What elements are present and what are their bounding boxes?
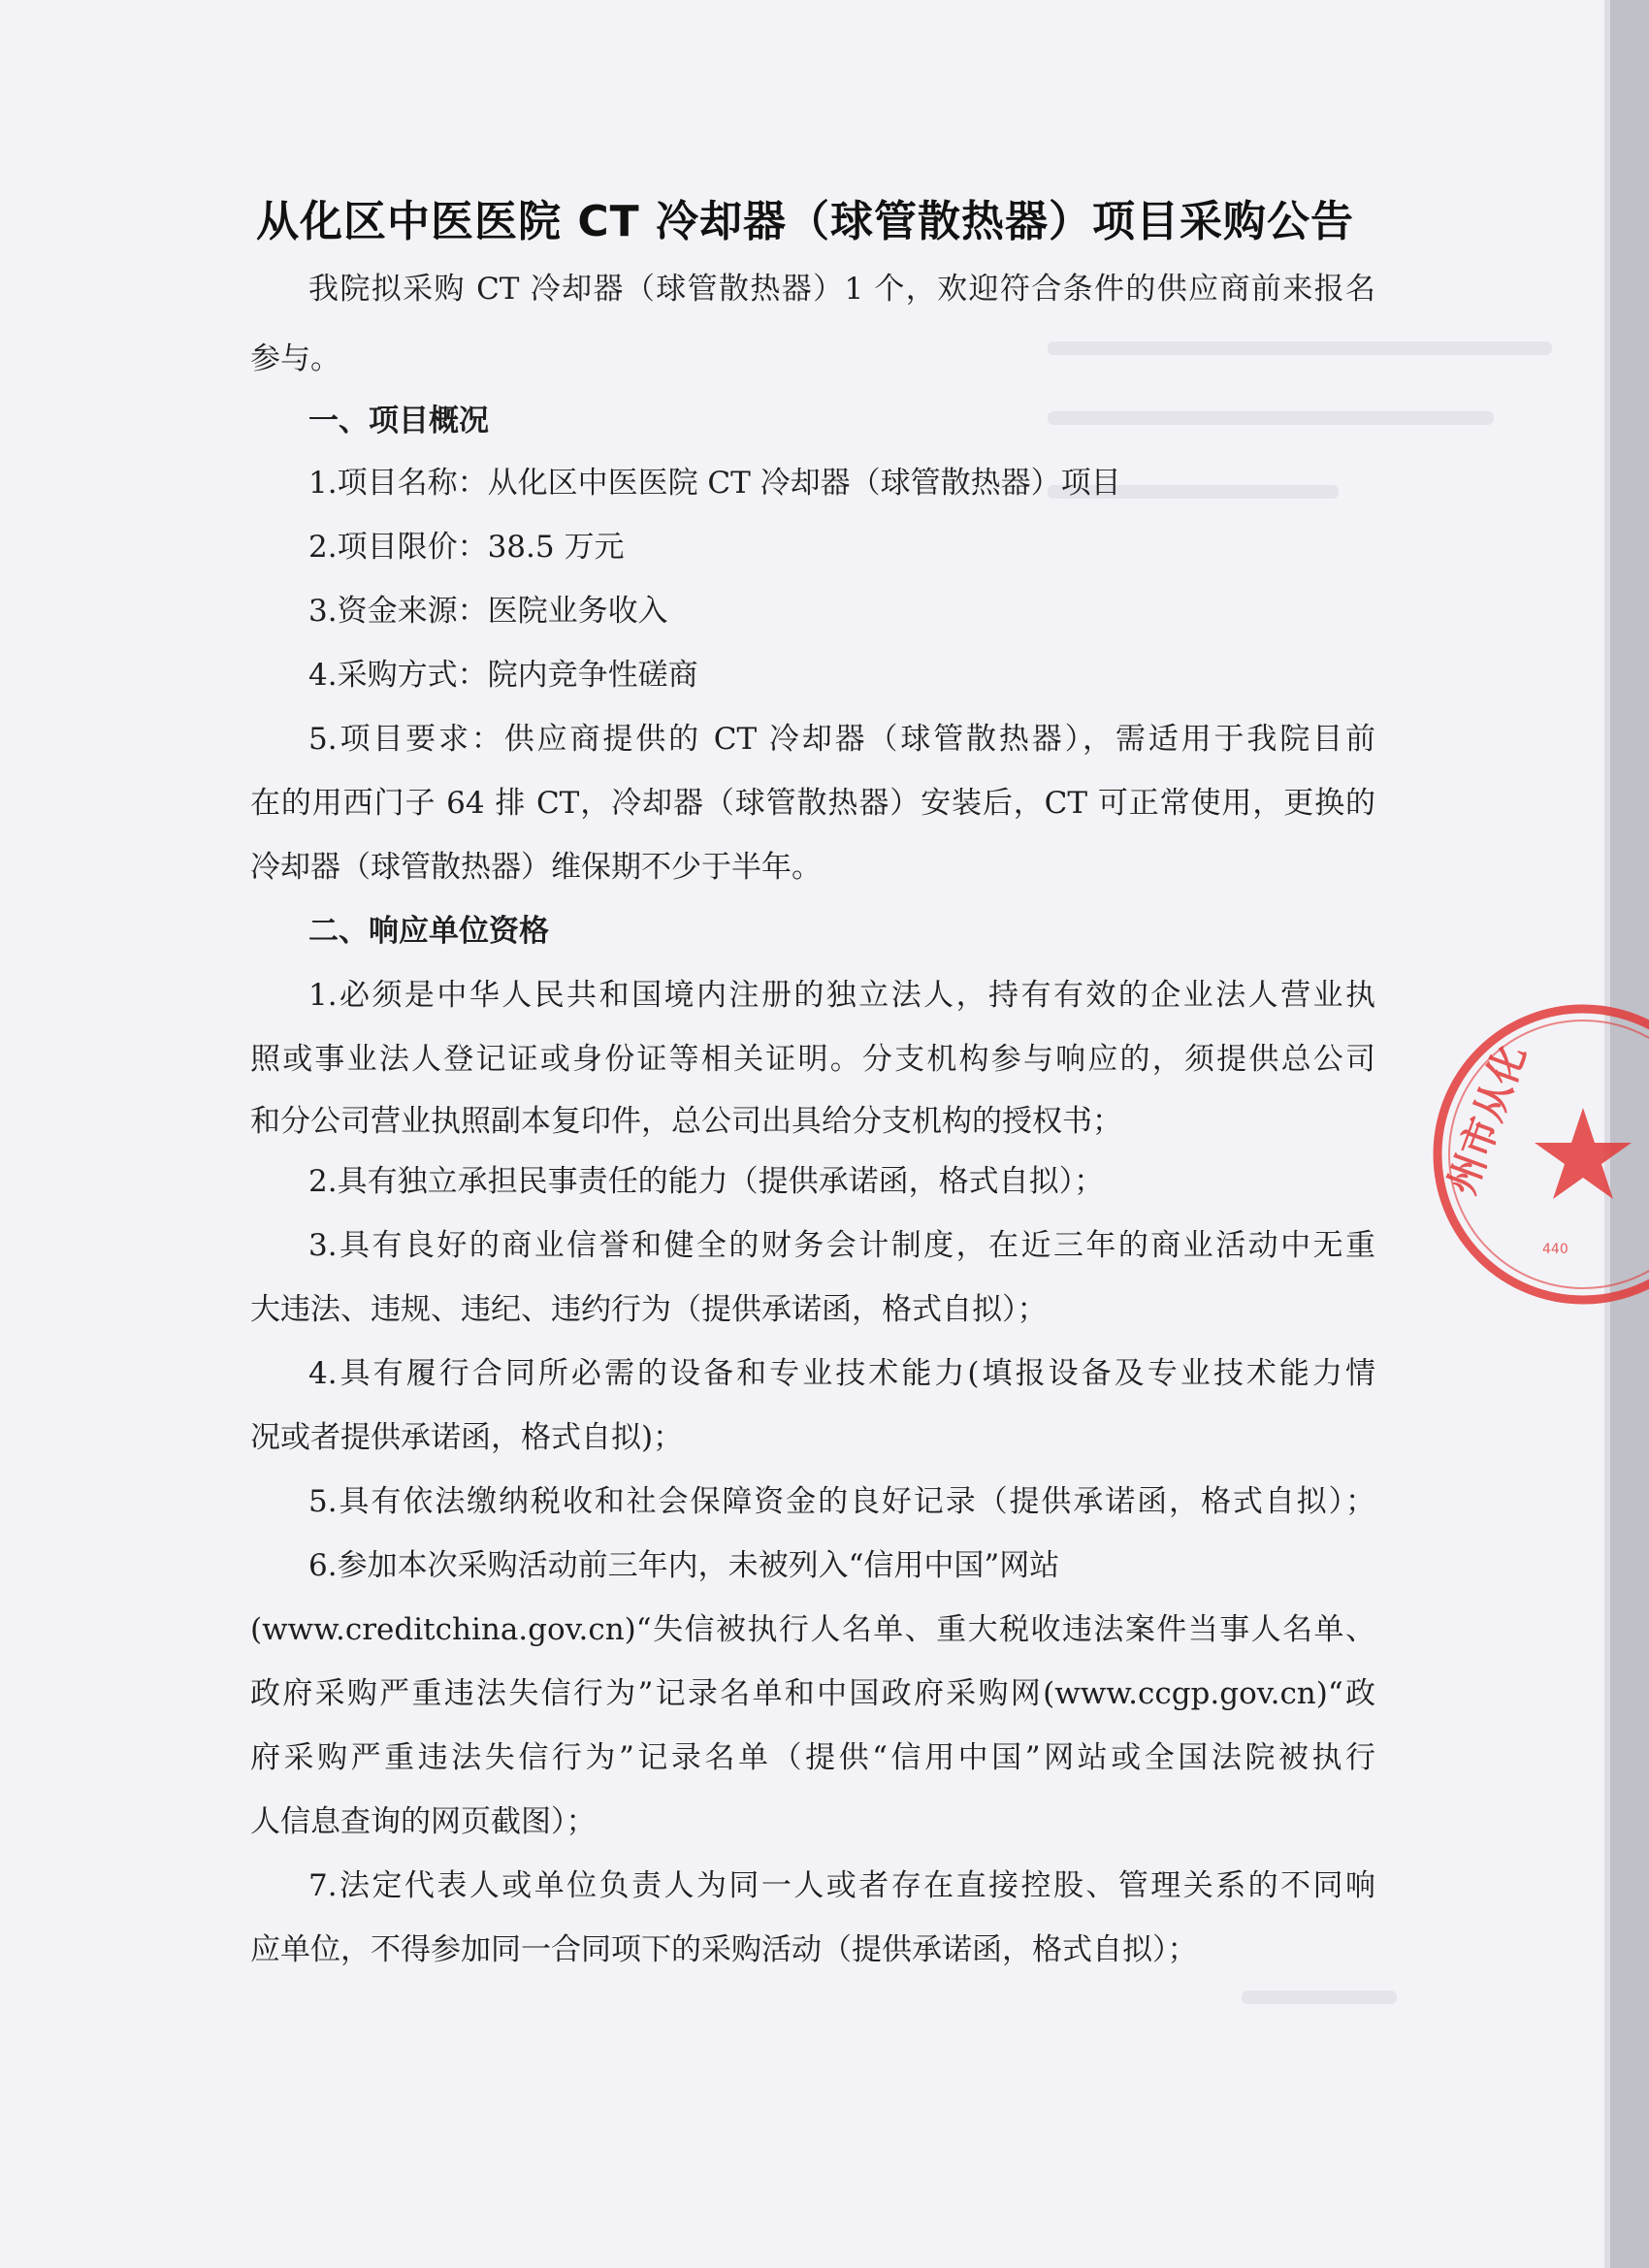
intro-line: 参与。 xyxy=(250,341,340,376)
qualification-item: 1.必须是中华人民共和国境内注册的独立法人，持有有效的企业法人营业执 xyxy=(308,978,1375,1013)
intro-line: 我院拟采购 CT 冷却器（球管散热器）1 个，欢迎符合条件的供应商前来报名 xyxy=(308,272,1375,307)
seal-text: 州市从化 xyxy=(1439,1038,1536,1201)
qualification-item-continuation: (www.creditchina.gov.cn)“失信被执行人名单、重大税收违法案件当事人名单、 xyxy=(250,1612,1375,1647)
project-item: 1.项目名称：从化区中医医院 CT 冷却器（球管散热器）项目 xyxy=(308,466,1121,501)
project-item-continuation: 在的用西门子 64 排 CT，冷却器（球管散热器）安装后，CT 可正常使用，更换的 xyxy=(250,786,1375,821)
qualification-item-continuation: 应单位，不得参加同一合同项下的采购活动（提供承诺函，格式自拟）； xyxy=(250,1932,1198,1967)
seal-number: 440 xyxy=(1542,1242,1568,1257)
section-heading: 一、项目概况 xyxy=(308,404,489,438)
qualification-item-continuation: 况或者提供承诺函，格式自拟)； xyxy=(250,1420,684,1455)
project-item: 2.项目限价：38.5 万元 xyxy=(308,530,625,565)
qualification-item-continuation: 大违法、违规、违纪、违约行为（提供承诺函，格式自拟）； xyxy=(250,1292,1048,1327)
qualification-item: 4.具有履行合同所必需的设备和专业技术能力(填报设备及专业技术能力情 xyxy=(308,1356,1375,1391)
project-item-continuation: 冷却器（球管散热器）维保期不少于半年。 xyxy=(250,850,822,885)
qualification-item-continuation: 政府采购严重违法失信行为”记录名单和中国政府采购网(www.ccgp.gov.cn)“政 xyxy=(250,1676,1375,1711)
section-heading: 二、响应单位资格 xyxy=(308,914,549,949)
qualification-item: 7.法定代表人或单位负责人为同一人或者存在直接控股、管理关系的不同响 xyxy=(308,1868,1375,1903)
qualification-item-continuation: 府采购严重违法失信行为”记录名单（提供“信用中国”网站或全国法院被执行 xyxy=(250,1740,1375,1775)
project-item: 3.资金来源：医院业务收入 xyxy=(308,594,668,629)
qualification-item-continuation: 人信息查询的网页截图）； xyxy=(250,1804,597,1839)
seal-star-icon xyxy=(1535,1108,1632,1199)
document-title: 从化区中医医院 CT 冷却器（球管散热器）项目采购公告 xyxy=(256,197,1354,246)
project-item: 5.项目要求：供应商提供的 CT 冷却器（球管散热器），需适用于我院目前 xyxy=(308,722,1375,757)
project-item: 4.采购方式：院内竞争性磋商 xyxy=(308,658,698,693)
qualification-item-continuation: 和分公司营业执照副本复印件，总公司出具给分支机构的授权书； xyxy=(250,1104,1122,1139)
qualification-item: 2.具有独立承担民事责任的能力（提供承诺函，格式自拟）； xyxy=(308,1164,1105,1199)
official-seal-stamp xyxy=(1428,999,1649,1310)
qualification-item: 5.具有依法缴纳税收和社会保障资金的良好记录（提供承诺函，格式自拟）； xyxy=(308,1484,1375,1519)
qualification-item-continuation: 照或事业法人登记证或身份证等相关证明。分支机构参与响应的，须提供总公司 xyxy=(250,1042,1375,1077)
qualification-item: 6.参加本次采购活动前三年内，未被列入“信用中国”网站 xyxy=(308,1548,1060,1583)
qualification-item: 3.具有良好的商业信誉和健全的财务会计制度，在近三年的商业活动中无重 xyxy=(308,1228,1375,1263)
